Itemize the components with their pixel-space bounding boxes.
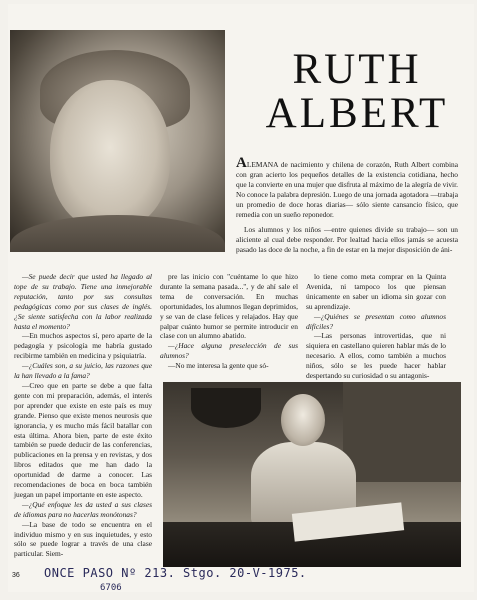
drop-cap: A [236,155,247,171]
interview-answer: —La base de todo se encuentra en el individuo mismo y en sus inquietudes, y esto sólo se puede lograr a través de una clase particular. Siem- [14,519,152,559]
interview-answer: —En muchos aspectos sí, pero aparte de la pedagogía y psicología me habría gustado recibirme también en medicina y psiquiatría. [14,331,152,361]
portrait-shoulders [10,215,225,252]
interview-question: —¿Cuáles son, a su juicio, las razones que la han llevado a la fama? [14,361,152,381]
interview-question: —¿Quiénes se presentan como alumnos difíciles? [306,311,446,331]
interview-question: —Se puede decir que usted ha llegado al tope de su trabajo. Tiene una inmejorable reputación, tanto por sus consultas pedagógicas como por sus clases de inglés. ¿Se siente satisfecha con la labor realizada hasta el momento? [14,272,152,331]
handwritten-code: 6706 [100,583,122,593]
interview-question: —¿Qué enfoque les da usted a sus clases de idiomas para no hacerlas monótonas? [14,499,152,519]
handwritten-note: ONCE PASO Nº 213. Stgo. 20-V-1975. [44,566,307,580]
interview-answer: lo tiene como meta comprar en la Quinta Avenida, ni tampoco los que piensan únicamente en saber un idioma sin gozar con su aprendizaje. [306,272,446,311]
photo-wall [343,382,461,482]
interview-answer: —No me interesa la gente que só- [168,361,269,371]
portrait-face [50,80,170,230]
article-title [262,48,452,136]
intro-paragraph-2: Los alumnos y los niños —entre quienes divide su trabajo— son un aliciente al cual debe responder. Por lealtad hacia ellos jamás se acuesta pasado las doce de la noche, a fin de estar en la mejor disposición de áni- [236,224,458,254]
interview-answer: pre las inicio con "cuéntame lo que hizo durante la semana pasada...", y de ahí sale el tema de conversación. En muchas oportunidades, los alumnos llegan deprimidos, y se van de clase felices y relajados. Hay que palpar cuánto humor se permite introducir en clase con un alumno abatido. [160,272,298,341]
interview-answer: —Creo que en parte se debe a que falta gente con mi preparación, además, el interés por aprender que existe en este país es muy grande. Pienso que existe menos neurosis que ignorancia, y es mucho más fácil batallar con esta última. Ahora bien, parte de este éxito también se puede deducir de las conferencias, publicaciones en la prensa y en revistas, y dos libros editados que me han dado la oportunidad de darme a conocer. Las recomendaciones de boca en boca también juegan un papel importante en este aspecto. [14,380,152,499]
column-1 [14,272,152,559]
portrait-photo [10,30,225,252]
interview-answer: —Las personas introvertidas, que ni siquiera en castellano quieren hablar más de lo necesario. A ellos, como también a muchos niños, sólo se les puede hacer hablar despertando su curiosidad o su antagonis- [306,331,446,381]
photo-lamp [191,388,261,428]
intro-paragraph-1-text: LEMANA de nacimiento y chilena de corazón, Ruth Albert combina con gran acierto los pequeños detalles de la existencia cotidiana, hecho que la convierte en una mujer que disfruta al máximo de la alegría de vivir. No conoce la palabra depresión. Luego de una jornada agotadora —trabaja un promedio de doce horas diarias— sólo siente cansancio físico, que remedia con un sueño reponedor. [236,160,458,220]
interview-question: —¿Hace alguna preselección de sus alumnos? [160,341,298,361]
intro-text [236,155,458,259]
column-3 [306,272,446,381]
title-line-2: ALBERT [265,90,449,137]
title-line-1: RUTH [292,46,422,93]
office-photo [163,382,461,567]
column-2 [160,272,298,371]
page-number: 36 [12,572,20,579]
intro-paragraph-1 [236,155,458,221]
photo-person-head [281,394,325,446]
